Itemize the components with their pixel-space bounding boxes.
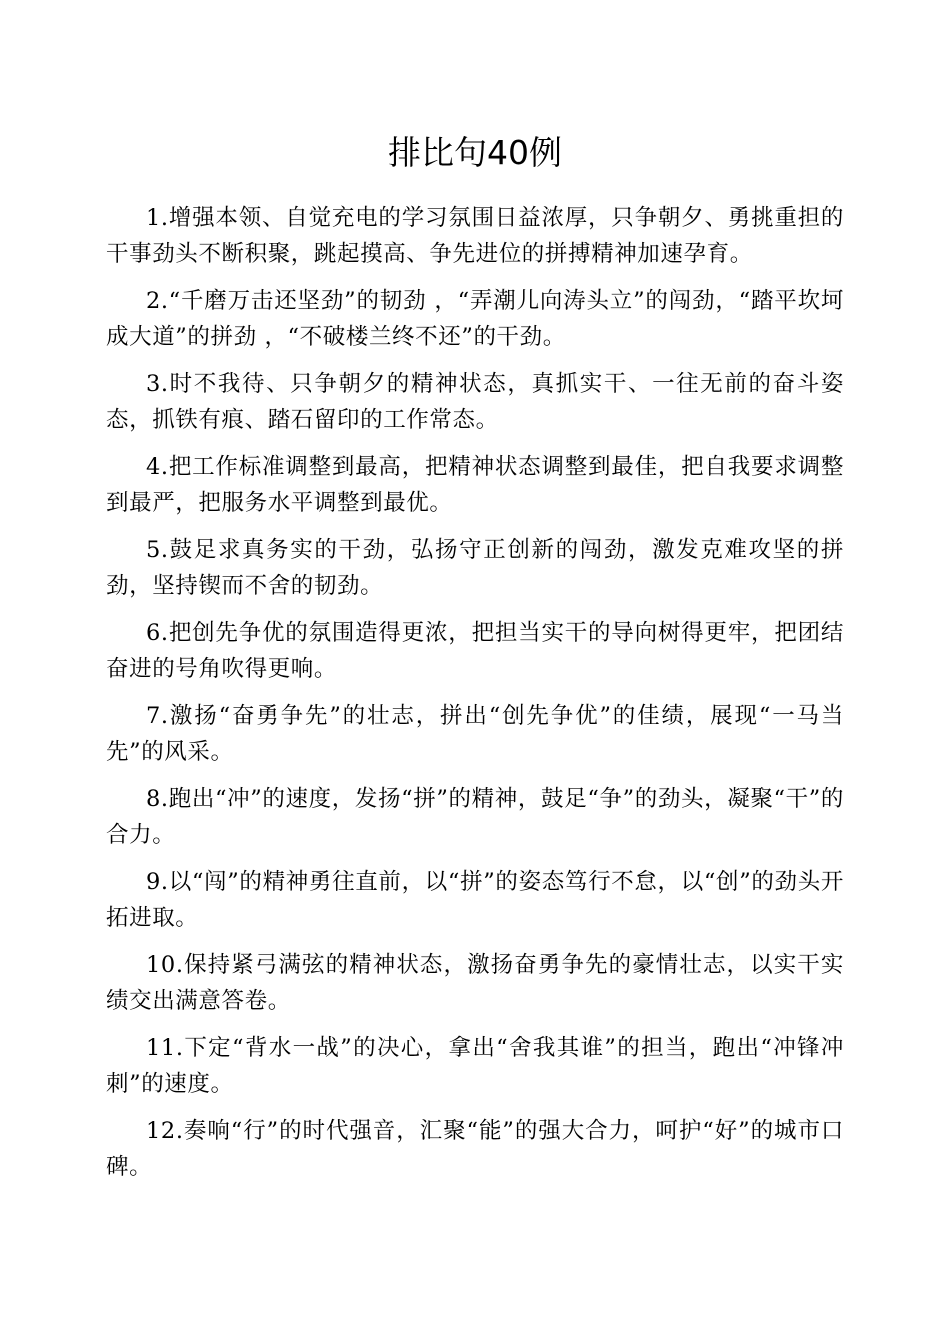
paragraph-4: 4.把工作标准调整到最高，把精神状态调整到最佳，把自我要求调整到最严，把服务水平调整到最优。: [106, 454, 844, 516]
document-title: 排比句40例: [388, 133, 562, 172]
paragraph-8: 8.跑出“冲”的速度，发扬“拼”的精神，鼓足“争”的劲头，凝聚“干”的合力。: [106, 786, 844, 848]
document-body: [106, 200, 844, 1196]
paragraph-12: 12.奏响“行”的时代强音，汇聚“能”的强大合力，呵护“好”的城市口碑。: [106, 1118, 844, 1180]
paragraph-9: 9.以“闯”的精神勇往直前，以“拼”的姿态笃行不怠，以“创”的劲头开拓进取。: [106, 869, 844, 931]
paragraph-2: 2.“千磨万击还坚劲”的韧劲 ，“弄潮儿向涛头立”的闯劲，“踏平坎坷成大道”的拼劲 ，“不破楼兰终不还”的干劲。: [106, 288, 844, 350]
paragraph-1: 1.增强本领、自觉充电的学习氛围日益浓厚，只争朝夕、勇挑重担的干事劲头不断积聚，跳起摸高、争先进位的拼搏精神加速孕育。: [106, 205, 844, 267]
paragraph-3: 3.时不我待、只争朝夕的精神状态，真抓实干、一往无前的奋斗姿态，抓铁有痕、踏石留印的工作常态。: [106, 371, 844, 433]
paragraph-10: 10.保持紧弓满弦的精神状态，激扬奋勇争先的豪情壮志，以实干实绩交出满意答卷。: [106, 952, 844, 1014]
paragraph-5: 5.鼓足求真务实的干劲，弘扬守正创新的闯劲，激发克难攻坚的拼劲，坚持锲而不舍的韧劲。: [106, 537, 844, 599]
paragraph-7: 7.激扬“奋勇争先”的壮志，拼出“创先争优”的佳绩，展现“一马当先”的风采。: [106, 703, 844, 765]
paragraph-11: 11.下定“背水一战”的决心，拿出“舍我其谁”的担当，跑出“冲锋冲刺”的速度。: [106, 1035, 844, 1097]
paragraph-6: 6.把创先争优的氛围造得更浓，把担当实干的导向树得更牢，把团结奋进的号角吹得更响。: [106, 620, 844, 682]
